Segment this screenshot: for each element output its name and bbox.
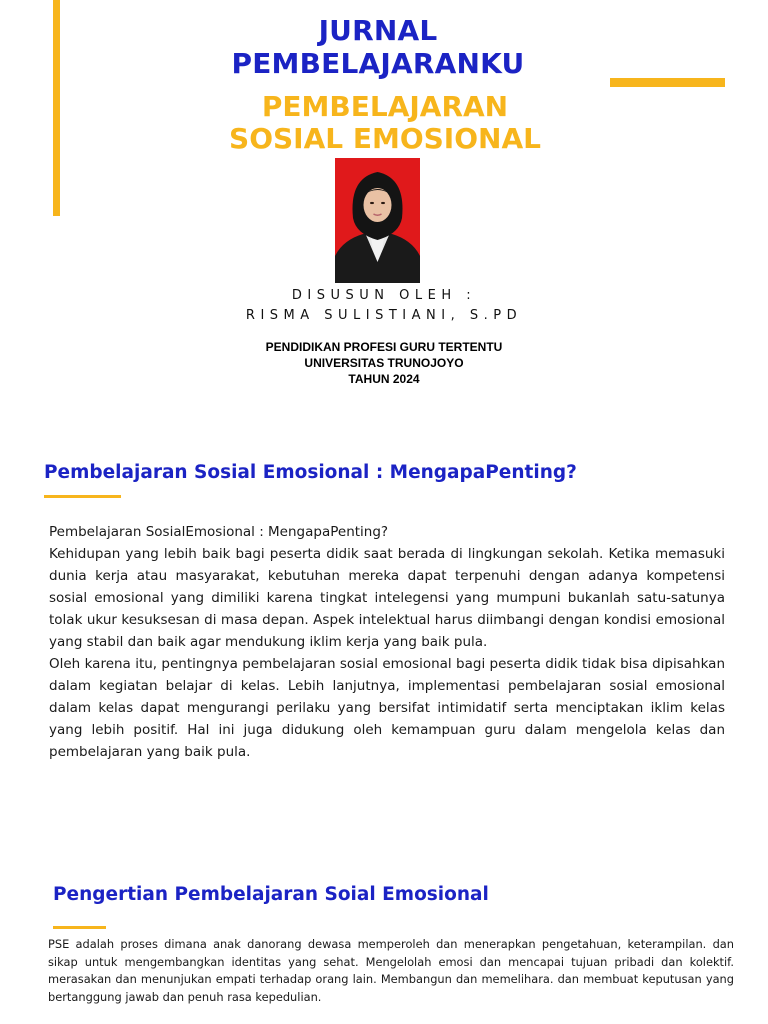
title-line-1: JURNAL <box>318 14 438 47</box>
section-2-paragraph: PSE adalah proses dimana anak danorang dewasa memperoleh dan menerapkan pengetahuan, keterampilan. dan sikap untuk mengembangkan identitas yang sehat. Mengelolah emosi dan mencapai tujuan pribadi dan kolektif. merasakan dan menunjukan empati terhadap orang lain. Membangun dan memelihara. dan membuat keputusan yang bertanggung jawab dan penuh rasa kepedulian. <box>48 937 734 1004</box>
subtitle-line-2: SOSIAL EMOSIONAL <box>229 122 541 155</box>
author-photo <box>335 158 420 283</box>
section-1-paragraph-1: Kehidupan yang lebih baik bagi peserta didik saat berada di lingkungan sekolah. Ketika memasuki dunia kerja atau masyarakat, kebutuhan mereka dapat terpenuhi dengan adanya kompetensi sosial emosional yang dimiliki karena tingkat intelegensi yang mumpuni bukanlah satu-satunya tolak ukur kesuksesan di masa depan. Aspek intelektual harus diimbangi dengan kondisi emosional yang stabil dan baik agar mendukung iklim kerja yang baik pula. <box>49 546 725 650</box>
portrait-illustration <box>335 158 420 283</box>
section-2-heading: Pengertian Pembelajaran Soial Emosional <box>53 884 489 905</box>
institution-year: TAHUN 2024 <box>348 372 420 386</box>
section-2-underline <box>53 926 106 929</box>
institution-university: UNIVERSITAS TRUNOJOYO <box>304 356 464 370</box>
decorative-horizontal-bar <box>610 78 725 87</box>
section-1-body <box>49 521 725 763</box>
section-1-underline <box>44 495 121 498</box>
author-label: DISUSUN OLEH : <box>291 288 477 303</box>
institution-program: PENDIDIKAN PROFESI GURU TERTENTU <box>265 340 503 354</box>
section-1-paragraph-2: Oleh karena itu, pentingnya pembelajaran sosial emosional bagi peserta didik tidak bisa dipisahkan dalam kegiatan belajar di kelas. Lebih lanjutnya, implementasi pembelajaran sosial emosional dalam kelas dapat mengurangi perilaku yang bersifat intimidatif serta menciptakan iklim kelas yang lebih positif. Hal ini juga didukung oleh kemampuan guru dalam mengelola kelas dan pembelajaran yang baik pula. <box>49 656 725 760</box>
decorative-vertical-bar <box>53 0 60 216</box>
author-name: RISMA SULISTIANI, S.PD <box>245 308 523 323</box>
title-line-2: PEMBELAJARANKU <box>231 47 525 80</box>
section-1-intro-line: Pembelajaran SosialEmosional : MengapaPenting? <box>49 524 389 540</box>
section-1-heading: Pembelajaran Sosial Emosional : MengapaPenting? <box>44 462 577 483</box>
subtitle-line-1: PEMBELAJARAN <box>261 90 509 123</box>
